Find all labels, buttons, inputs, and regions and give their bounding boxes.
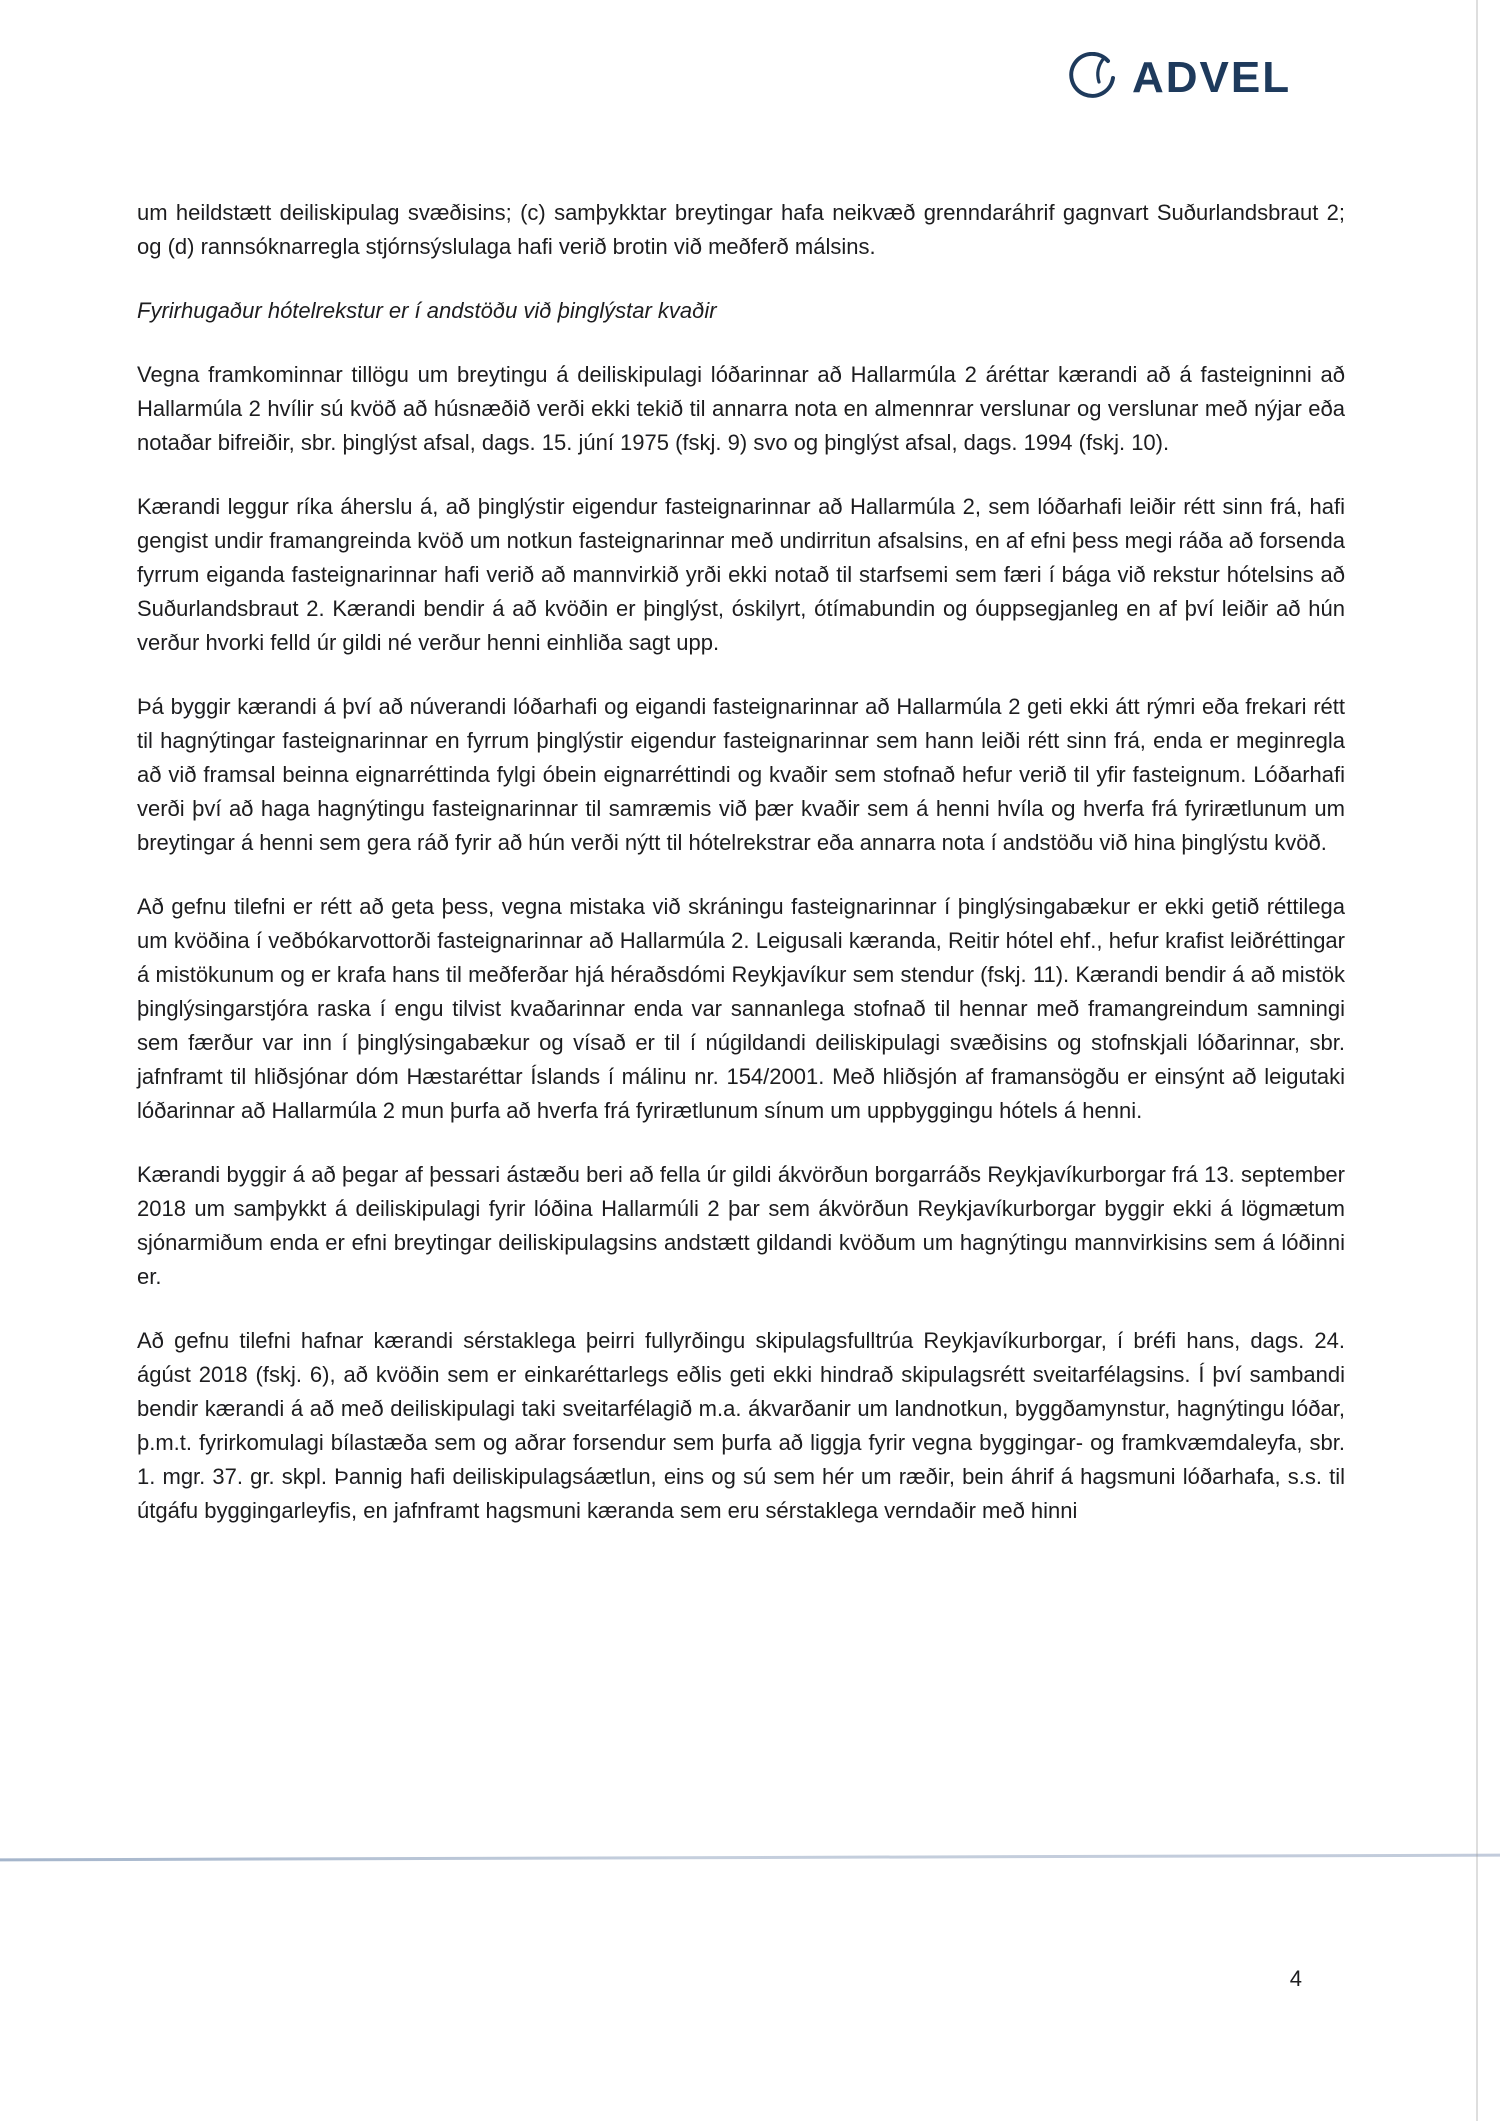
paragraph-continued: um heildstætt deiliskipulag svæðisins; (c) samþykktar breytingar hafa neikvæð grenndaráhrif gagnvart Suðurlandsbraut 2; og (d) rannsóknarregla stjórnsýslulaga hafi verið brotin við meðferð málsins. [137, 200, 1345, 259]
advel-logo [1068, 52, 1291, 104]
paragraph: Að gefnu tilefni hafnar kærandi sérstaklega þeirri fullyrðingu skipulagsfulltrúa Reykjavíkurborgar, í bréfi hans, dags. 24. ágúst 2018 (fskj. 6), að kvöðin sem er einkaréttarlegs eðlis geti ekki hindrað skipulagsrétt sveitarfélagsins. Í því sambandi bendir kærandi á að með deiliskipulagi taki sveitarfélagið m.a. ákvarðanir um landnotkun, byggðamynstur, hagnýtingu lóðar, þ.m.t. fyrirkomulagi bílastæða sem og aðrar forsendur sem þurfa að liggja fyrir vegna byggingar- og framkvæmdaleyfa, sbr. 1. mgr. 37. gr. skpl. Þannig hafi deiliskipulagsáætlun, eins og sú sem hér um ræðir, bein áhrif á hagsmuni lóðarhafa, s.s. til útgáfu byggingarleyfis, en jafnframt hagsmuni kæranda sem eru sérstaklega verndaðir með hinni [137, 1328, 1345, 1523]
document-body [137, 196, 1345, 1558]
advel-logo-icon [1068, 52, 1120, 104]
paragraph: Kærandi byggir á að þegar af þessari ástæðu beri að fella úr gildi ákvörðun borgarráðs Reykjavíkurborgar frá 13. september 2018 um samþykkt á deiliskipulagi fyrir lóðina Hallarmúli 2 þar sem ákvörðun Reykjavíkurborgar byggir ekki á lögmætum sjónarmiðum enda er efni breytingar deiliskipulagsins andstætt gildandi kvöðum um hagnýtingu mannvirkisins sem á lóðinni er. [137, 1162, 1345, 1289]
page-number: 4 [1289, 1966, 1302, 1991]
advel-logo-text: ADVEL [1132, 53, 1292, 102]
paragraph: Vegna framkominnar tillögu um breytingu á deiliskipulagi lóðarinnar að Hallarmúla 2 áréttar kærandi að á fasteigninni að Hallarmúla 2 hvílir sú kvöð að húsnæðið verði ekki tekið til annarra nota en almennrar verslunar og verslunar með nýjar eða notaðar bifreiðir, sbr. þinglýst afsal, dags. 15. júní 1975 (fskj. 9) svo og þinglýst afsal, dags. 1994 (fskj. 10). [137, 362, 1345, 455]
paragraph: Kærandi leggur ríka áherslu á, að þinglýstir eigendur fasteignarinnar að Hallarmúla 2, sem lóðarhafi leiðir rétt sinn frá, hafi gengist undir framangreinda kvöð um notkun fasteignarinnar með undirritun afsalsins, en af efni þess megi ráða að forsenda fyrrum eiganda fasteignarinnar hafi verið að mannvirkið yrði ekki notað til starfsemi sem færi í bága við rekstur hótelsins að Suðurlandsbraut 2. Kærandi bendir á að kvöðin er þinglýst, óskilyrt, ótímabundin og óuppsegjanleg en af því leiðir að hún verður hvorki felld úr gildi né verður henni einhliða sagt upp. [137, 494, 1345, 655]
paragraph: Að gefnu tilefni er rétt að geta þess, vegna mistaka við skráningu fasteignarinnar í þinglýsingabækur er ekki getið réttilega um kvöðina í veðbókarvottorði fasteignarinnar að Hallarmúla 2. Leigusali kæranda, Reitir hótel ehf., hefur krafist leiðréttingar á mistökunum og er krafa hans til meðferðar hjá héraðsdómi Reykjavíkur sem stendur (fskj. 11). Kærandi bendir á að mistök þinglýsingarstjóra raska í engu tilvist kvaðarinnar enda var sannanlega stofnað til hennar með framangreindum samningi sem færður var inn í þinglýsingabækur og vísað er til í núgildandi deiliskipulagi svæðisins og stofnskjali lóðarinnar, sbr. jafnframt til hliðsjónar dóm Hæstaréttar Íslands í málinu nr. 154/2001. Með hliðsjón af framansögðu er einsýnt að leigutaki lóðarinnar að Hallarmúla 2 mun þurfa að hverfa frá fyrirætlunum sínum um uppbyggingu hótels á henni. [137, 894, 1345, 1123]
paragraph: Þá byggir kærandi á því að núverandi lóðarhafi og eigandi fasteignarinnar að Hallarmúla 2 geti ekki átt rýmri eða frekari rétt til hagnýtingar fasteignarinnar en fyrrum þinglýstir eigendur fasteignarinnar sem hann leiði rétt sinn frá, enda er meginregla að við framsal beinna eignarréttinda fylgi óbein eignarréttindi og kvaðir sem stofnað hefur verið til yfir fasteignum. Lóðarhafi verði því að haga hagnýtingu fasteignarinnar til samræmis við þær kvaðir sem á henni hvíla og hverfa frá fyrirætlunum um breytingar á henni sem gera ráð fyrir að hún verði nýtt til hótelrekstrar eða annarra nota í andstöðu við hina þinglýstu kvöð. [137, 694, 1345, 855]
scan-artifact-line [0, 1854, 1500, 1862]
section-heading: Fyrirhugaður hótelrekstur er í andstöðu við þinglýstar kvaðir [137, 298, 717, 323]
scan-artifact-vertical-line [1476, 0, 1478, 2121]
